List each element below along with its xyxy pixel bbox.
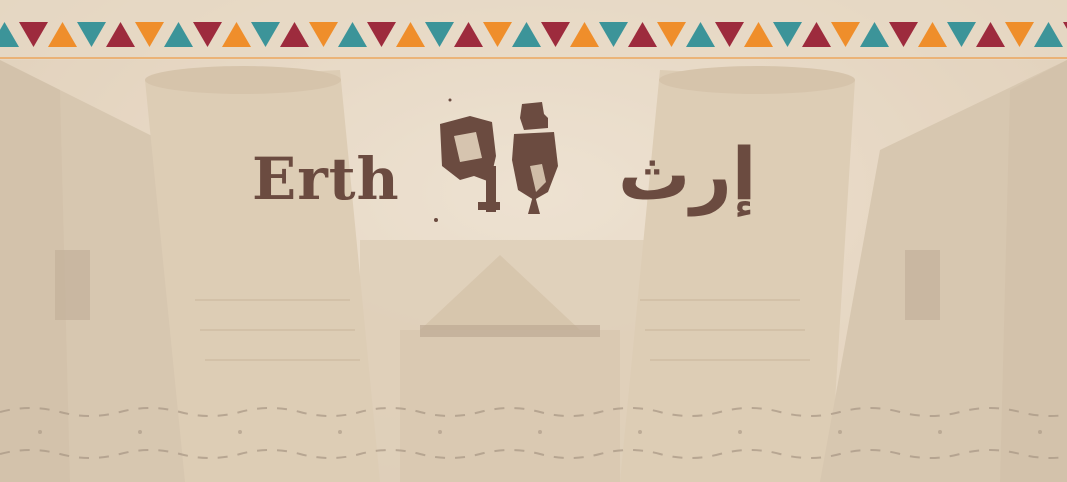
heritage-emblem-icon	[430, 96, 570, 226]
brand-name-english: Erth	[252, 145, 400, 213]
brand-name-arabic: إرث	[618, 132, 757, 216]
